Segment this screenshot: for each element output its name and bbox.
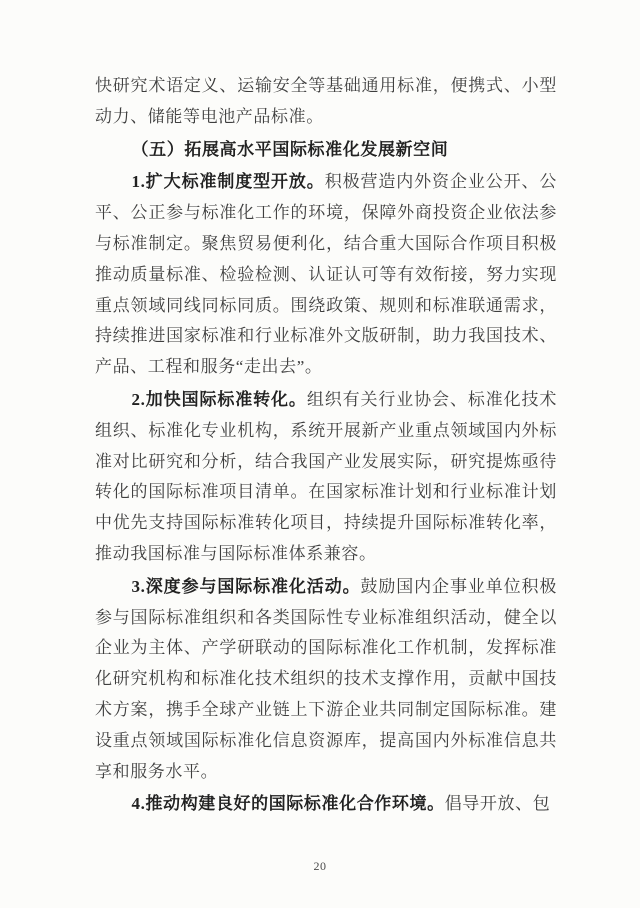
paragraph-text: 鼓励国内企事业单位积极参与国际标准组织和各类国际性专业标准组织活动，健全以企业为主体、产学研联动的国际标准化工作机制，发挥标准化研究机构和标准化技术组织的技术支撑作用，贡献中国技术方案，携手全球产业链上下游企业共同制定国际标准。建设重点领域国际标准化信息资源库，提高国内外标准信息共享和服务水平。 [95, 576, 557, 781]
document-body [95, 71, 557, 820]
paragraph-bold-lead: 3.深度参与国际标准化活动。 [131, 576, 361, 596]
paragraph-text: 倡导开放、包 [444, 794, 551, 814]
paragraph [95, 135, 557, 166]
paragraph-bold-lead: 1.扩大标准制度型开放。 [131, 172, 325, 192]
paragraph-bold-lead: 2.加快国际标准转化。 [131, 389, 307, 409]
paragraph [95, 572, 557, 788]
paragraph-text: 积极营造内外资企业公开、公平、公正参与标准化工作的环境，保障外商投资企业依法参与标准制定。聚焦贸易便利化，结合重大国际合作项目积极推动质量标准、检验检测、认证认可等有效衔接，努力实现重点领域同线同标同质。围绕政策、规则和标准联通需求，持续推进国家标准和行业标准外文版研制，助力我国技术、产品、工程和服务“走出去”。 [95, 172, 557, 377]
paragraph [95, 385, 557, 570]
paragraph-bold-lead: 4.推动构建良好的国际标准化合作环境。 [131, 794, 445, 814]
paragraph-text: 组织有关行业协会、标准化技术组织、标准化专业机构，系统开展新产业重点领域国内外标准对比研究和分析，结合我国产业发展实际，研究提炼亟待转化的国际标准项目清单。在国家标准计划和行业标准计划中优先支持国际标准转化项目，持续提升国际标准转化率，推动我国标准与国际标准体系兼容。 [95, 389, 557, 563]
paragraph [95, 167, 557, 383]
paragraph [95, 789, 557, 820]
page-number: 20 [313, 859, 327, 873]
paragraph-bold-lead: （五）拓展高水平国际标准化发展新空间 [131, 139, 449, 159]
paragraph [95, 71, 557, 133]
paragraph-text: 快研究术语定义、运输安全等基础通用标准，便携式、小型动力、储能等电池产品标准。 [95, 76, 557, 126]
